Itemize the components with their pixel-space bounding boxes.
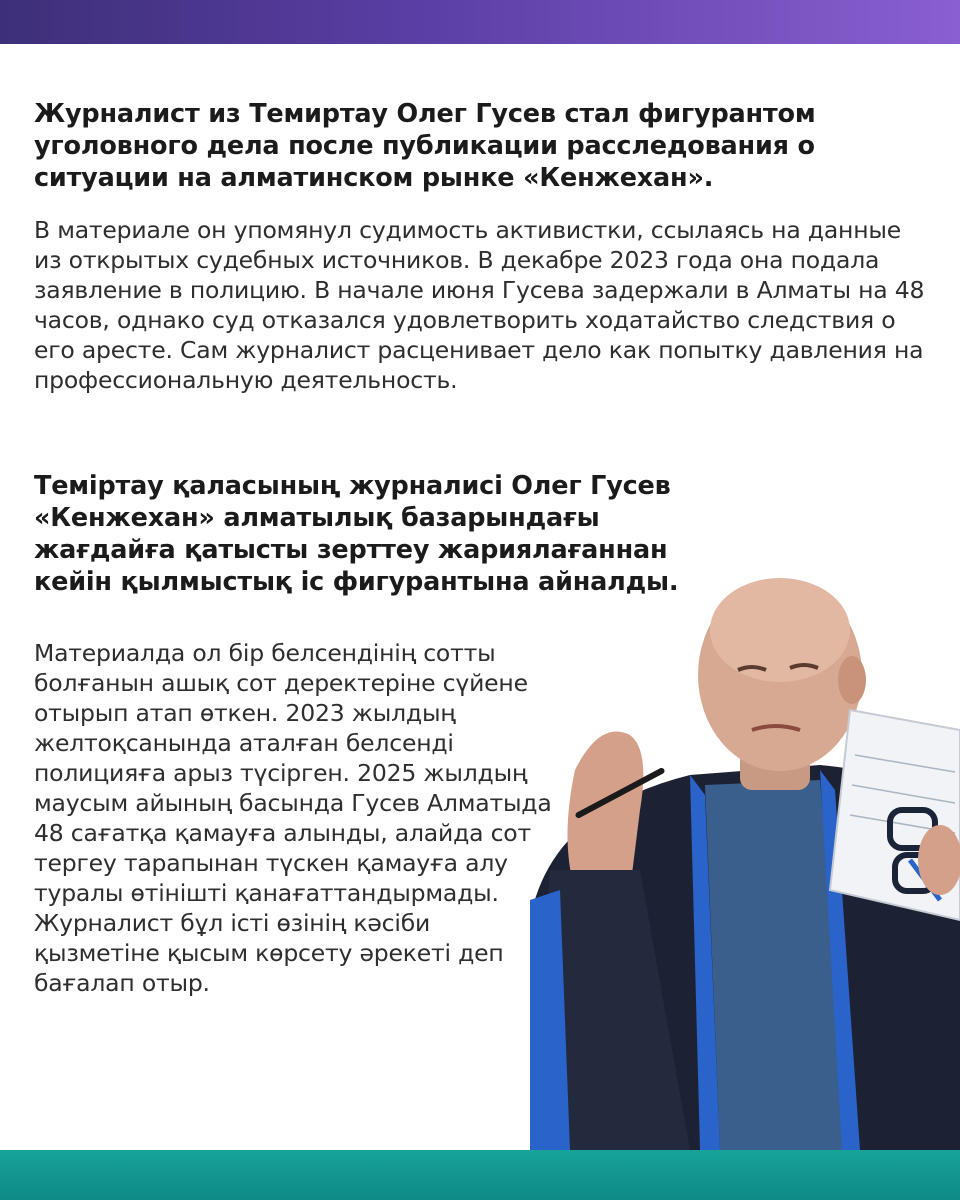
journalist-photo	[490, 560, 960, 1150]
headline-russian: Журналист из Темиртау Олег Гусев стал фигурантом уголовного дела после публикации расследования о ситуации на алматинском рынке «Кенжехан».	[34, 99, 816, 193]
paragraph-kazakh: Материалда ол бір белсендінің сотты болғанын ашық сот деректеріне сүйене отырып атап өткен. 2023 жылдың желтоқсанында аталған белсенді полицияға арыз түсірген. 2025 жылдың маусым айының басында Гусев Алматыда 48 сағатқа қамауға алынды, алайда сот тергеу тарапынан түскен қамауға алу туралы өтінішті қанағаттандырмады. Журналист бұл істі өзінің кәсіби қызметіне қысым көрсету әрекеті деп бағалап отыр.	[34, 639, 552, 997]
top-color-band	[0, 0, 960, 44]
paragraph-russian: В материале он упомянул судимость активистки, ссылаясь на данные из открытых судебных источников. В декабре 2023 года она подала заявление в полицию. В начале июня Гусева задержали в Алматы на 48 часов, однако суд отказался удовлетворить ходатайство следствия о его аресте. Сам журналист расценивает дело как попытку давления на профессиональную деятельность.	[34, 216, 925, 394]
bottom-color-band	[0, 1150, 960, 1200]
headline-kazakh: Теміртау қаласының журналисі Олег Гусев «Кенжехан» алматылық базарындағы жағдайға қатысты зерттеу жариялағаннан кейін қылмыстық іс фигурантына айналды.	[34, 471, 679, 597]
